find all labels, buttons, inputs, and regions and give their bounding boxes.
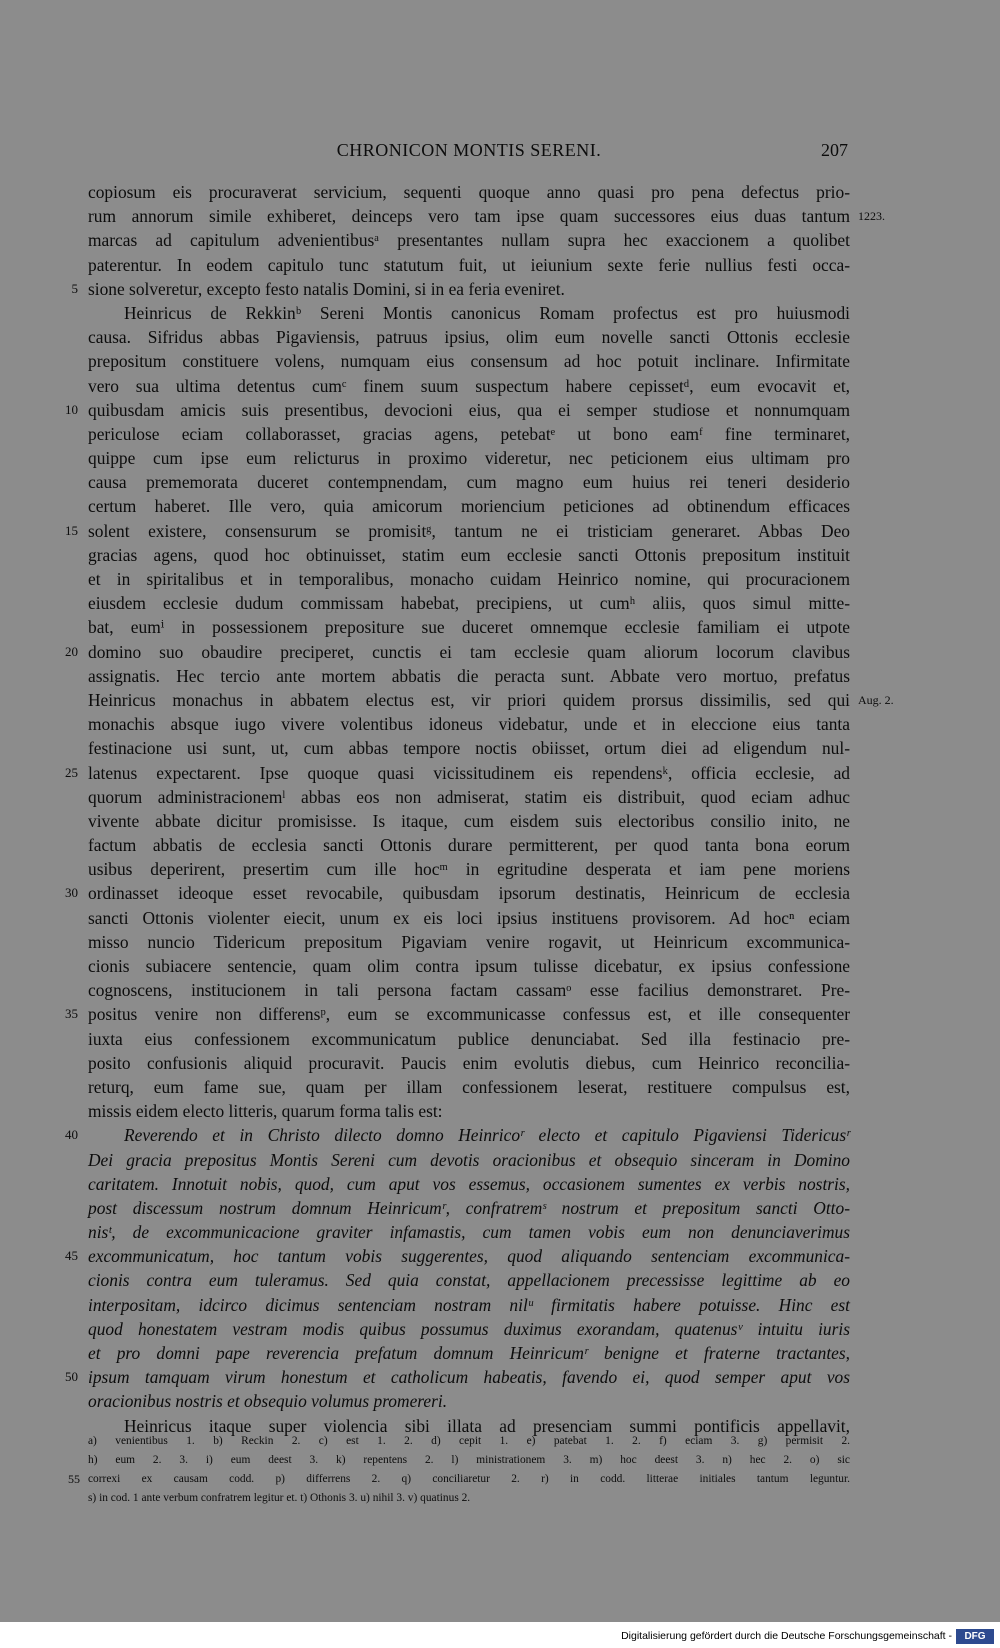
text-line <box>88 374 850 398</box>
text-line <box>88 736 850 760</box>
footnote-text: correxi ex causam codd. p) differrens 2. q) conciliaretur 2. r) in codd. litterae initiales tantum leguntur. <box>88 1473 850 1485</box>
text-line <box>65 519 850 543</box>
text-text: Dei gracia prepositus Montis Sereni cum devotis oracionibus et obsequio sinceram in Domino <box>88 1149 850 1170</box>
text-text: sancti Ottonis violenter eiecit, unum ex eis loci ipsius instituens provisorem. Ad hocⁿ eciam <box>88 907 850 928</box>
text-text: causa prememorata duceret contempnendam, cum magno eum huius rei teneri desiderio <box>88 472 850 493</box>
text-text: latenus expectarent. Ipse quoque quasi vicissitudinem eis rependensᵏ, officia ecclesie, ad <box>88 762 850 783</box>
text-text: factum abbatis de ecclesia sancti Ottonis durare permitterent, per quod tanta bona eorum <box>88 835 850 856</box>
line-number: 5 <box>71 280 78 296</box>
text-line <box>65 1123 850 1147</box>
text-text: monachis absque iugo vivere volentibus idoneus videbatur, unde et in eleccione eius tanta <box>88 714 850 735</box>
text-line <box>88 1027 850 1051</box>
text-text: domino suo obaudire preciperet, cunctis ei tam ecclesie quam aliorum locorum clavibus <box>88 641 850 662</box>
line-number: 10 <box>65 401 78 417</box>
line-number: 20 <box>65 643 78 659</box>
text-text: Reverendo et in Christo dilecto domno Heinricoʳ electo et capitulo Pigaviensi Tidericusʳ <box>124 1125 850 1146</box>
text-text: bat, eumⁱ in possessionem preposituге sue duceret omnemque ecclesie familiam ei utpote <box>88 617 850 638</box>
text-line <box>88 1220 850 1244</box>
footnote-text: a) venientibus 1. b) Reckin 2. c) est 1. 2. d) cepit 1. e) patebat 1. 2. f) eciam 3. g) permisit 2. <box>88 1435 850 1447</box>
footnotes <box>68 1432 850 1508</box>
text-text: nisᵗ, de excommunicacione graviter infamastis, cum tamen vobis eum non denunciaverimus <box>88 1222 850 1243</box>
text-text: vero sua ultima detentus cumᶜ finem suum suspectum habere cepissetᵈ, eum evocavit et, <box>88 375 850 396</box>
text-line <box>88 712 850 736</box>
text-text: vivente abbate dicitur promisisse. Is itaque, cum eisdem suis electoribus consilio inito, ne <box>88 810 850 831</box>
text-text: ordinasset ideoque esset revocabile, quibusdam ipsorum destinatis, Heinricum de ecclesia <box>88 883 850 904</box>
text-text: et pro domni pape reverencia prefatum domnum Heinricumʳ benigne et fraterne tractantes, <box>88 1343 850 1363</box>
text-line <box>88 470 850 494</box>
text-text: returq, eum fame sue, quam per illam confessionem leserat, restituere compulsus est, <box>88 1076 850 1097</box>
text-text: et in spiritalibus et in temporalibus, monacho cuidam Heinrico nomine, qui procuracionem <box>88 569 850 589</box>
text-line <box>88 301 850 325</box>
text-line <box>88 615 850 639</box>
text-line <box>65 640 850 664</box>
text-text: cionis subiacere sentencie, quam olim contra ipsum tulisse dicebatur, ex ipsius confessione <box>88 956 850 976</box>
text-text: copiosum eis procuraverat servicium, sequenti quoque anno quasi pro pena defectus prio- <box>88 182 850 202</box>
text-text: ipsum tamquam virum honestum et catholicum habeatis, favendo ei, quod semper aput vos <box>88 1367 850 1388</box>
line-number: 15 <box>65 522 78 538</box>
text-line <box>88 809 850 833</box>
line-number: 50 <box>65 1369 78 1385</box>
text-text: periculose eciam collaborasset, gracias agens, petebatᵉ ut bono eamᶠ fine terminaret, <box>88 423 850 444</box>
text-line <box>88 349 850 373</box>
text-text: quippe cum ipse eum relicturus in proximo videretur, nec peticionem eius ultimam pro <box>88 448 850 469</box>
dfg-logo: DFG <box>956 1629 994 1644</box>
text-text: causa. Sifridus abbas Pigaviensis, patruus ipsius, olim eum novelle sancti Ottonis ecclesie <box>88 327 850 348</box>
text-line <box>71 277 850 301</box>
text-line <box>88 567 850 591</box>
margin-date: Aug. 2. <box>858 692 894 707</box>
page-title: CHRONICON MONTIS SERENI. <box>336 140 602 160</box>
text-line <box>88 1099 850 1123</box>
text-line <box>65 398 850 422</box>
text-line <box>88 954 850 978</box>
text-text: oracionibus nostris et obsequio volumus promereri. <box>88 1391 448 1412</box>
text-line <box>88 325 850 349</box>
text-text: interpositam, idcirco dicimus sentenciam nostram nilᵘ firmitatis habere potuisse. Hinc est <box>88 1294 850 1315</box>
text-line <box>88 494 850 518</box>
text-line <box>88 1268 850 1292</box>
text-text: quibusdam amicis suis presentibus, devocioni eius, qua ei semper studiose et nonnumquam <box>88 399 850 420</box>
text-line <box>88 1172 850 1196</box>
text-text: gracias agens, quod hoc obtinuisset, statim eum ecclesie sancti Ottonis prepositum instituit <box>88 544 850 565</box>
text-text: eiusdem ecclesie dudum commissam habebat, precipiens, ut cumʰ aliis, quos simul mitte- <box>88 593 850 614</box>
text-line <box>88 1196 850 1220</box>
footnote-line <box>88 1489 850 1508</box>
text-text: quorum administracionemˡ abbas eos non admiserat, statim eis distribuit, quod eciam adhuc <box>88 786 850 807</box>
page-number: 207 <box>821 140 848 160</box>
text-line <box>65 1002 850 1026</box>
text-text: posito confusionis aliquid procuravit. Paucis enim evolutis diebus, cum Heinrico reconcilia- <box>88 1052 850 1073</box>
footnote-line <box>88 1451 850 1470</box>
text-text: paterentur. In eodem capitulo tunc statutum fuit, ut ieiunium sexte ferie nullius festi occa- <box>88 254 850 275</box>
footnote-line <box>68 1470 850 1489</box>
text-line <box>88 1051 850 1075</box>
text-text: positus venire non differensᵖ, eum se excommunicasse confessus est, et ille consequenter <box>88 1004 850 1025</box>
text-line <box>88 688 850 712</box>
text-line <box>88 1341 850 1365</box>
text-line <box>88 833 850 857</box>
text-text: misso nuncio Tidericum prepositum Pigaviam venire rogavit, ut Heinricum excommunica- <box>88 931 850 952</box>
text-line <box>88 446 850 470</box>
text-text: missis eidem electo litteris, quarum forma talis est: <box>88 1101 443 1122</box>
text-line <box>88 978 850 1002</box>
text-text: sione solveretur, excepto festo natalis Domini, si in ea feria eveniret. <box>88 278 565 299</box>
running-header <box>86 140 852 166</box>
text-text: usibus deperirent, presertim cum ille hocᵐ in egritudine desperata et iam pene moriens <box>88 859 850 880</box>
text-line <box>88 422 850 446</box>
footnote-text: h) eum 2. 3. i) eum deest 3. k) repentens 2. l) ministrationem 3. m) hoc deest 3. n) hec 2. o) sic <box>88 1454 850 1466</box>
text-line <box>65 881 850 905</box>
text-line <box>88 857 850 881</box>
text-line <box>88 1075 850 1099</box>
text-line <box>88 906 850 930</box>
text-text: quod honestatem vestram modis quibus possumus duximus exorandam, quatenusᵛ intuitu iuris <box>88 1318 850 1339</box>
text-text: Heinricus monachus in abbatem electus est, vir priori quidem prorsus dissimilis, sed qui <box>88 689 850 710</box>
text-line <box>65 1244 850 1268</box>
text-text: Heinricus itaque super violencia sibi illata ad presenciam summi pontificis appellavit, <box>124 1415 850 1436</box>
line-number: 35 <box>65 1006 78 1022</box>
footnote-text: s) in cod. 1 ante verbum confratrem legitur et. t) Othonis 3. u) nihil 3. v) quatinus 2. <box>88 1492 471 1504</box>
text-text: solent existere, consensurum se promisitᵍ, tantum ne ei tristiciam generaret. Abbas Deo <box>88 520 850 541</box>
line-number: 45 <box>65 1248 78 1264</box>
text-line <box>88 1317 850 1341</box>
line-number: 40 <box>65 1127 78 1143</box>
text-line <box>88 1389 850 1413</box>
text-line <box>65 1365 850 1389</box>
text-line <box>65 761 850 785</box>
text-text: cognoscens, institucionem in tali persona factam cassamᵒ esse facilius demonstraret. Pre- <box>88 980 850 1001</box>
main-text <box>65 180 894 1438</box>
text-text: iuxta eius confessionem excommunicatum publice denunciabat. Sed illa festinacio pre- <box>88 1028 850 1049</box>
line-number: 25 <box>65 764 78 780</box>
line-number: 30 <box>65 885 78 901</box>
text-text: cionis contra eum tuleramus. Sed quia constat, appellacionem precessisse legittime ab eo <box>88 1270 850 1291</box>
text-text: certum haberet. Ille vero, quia amicorum moriencium peticiones ad obtinendum efficaces <box>88 496 850 517</box>
text-text: rum annorum simile exhiberet, deinceps vero tam ipse quam successores eius duas tantum <box>88 206 850 227</box>
text-line <box>88 785 850 809</box>
text-line <box>88 228 850 252</box>
text-text: caritatem. Innotuit nobis, quod, cum aput vos essemus, occasionem sumentes ex verbis nostris, <box>88 1173 850 1194</box>
text-text: assignatis. Hec tercio ante mortem abbatis die peracta sunt. Abbate vero mortuo, prefatus <box>88 665 850 686</box>
footnote-line <box>88 1432 850 1451</box>
text-line <box>88 1293 850 1317</box>
line-number: 55 <box>68 1472 80 1486</box>
margin-date: 1223. <box>858 209 885 224</box>
text-text: festinacione usi sunt, ut, cum abbas tempore noctis obiisset, ortum diei ad eligendum nul- <box>88 738 850 759</box>
text-text: post discessum nostrum domnum Heinricumʳ, confratremˢ nostrum et prepositum sancti Otto- <box>88 1197 850 1218</box>
text-line <box>88 253 850 277</box>
funding-credit: Digitalisierung gefördert durch die Deutsche Forschungsgemeinschaft - <box>621 1630 952 1642</box>
text-text: excommunicatum, hoc tantum vobis suggerentes, quod aliquando sentenciam excommunica- <box>88 1246 850 1267</box>
text-line <box>88 930 850 954</box>
text-text: Heinricus de Rekkinᵇ Sereni Montis canonicus Romam profectus est pro huiusmodi <box>124 302 850 323</box>
text-line <box>88 204 850 228</box>
footer-bar <box>0 1622 1000 1648</box>
text-line <box>88 591 850 615</box>
text-line <box>88 543 850 567</box>
text-text: prepositum constituere volens, numquam eius consensum ad hoc potuit inclinare. Infirmitate <box>88 351 850 372</box>
text-line <box>88 1148 850 1172</box>
text-text: marcas ad capitulum advenientibusᵃ presentantes nullam supra hec exaccionem a quolibet <box>88 230 850 251</box>
